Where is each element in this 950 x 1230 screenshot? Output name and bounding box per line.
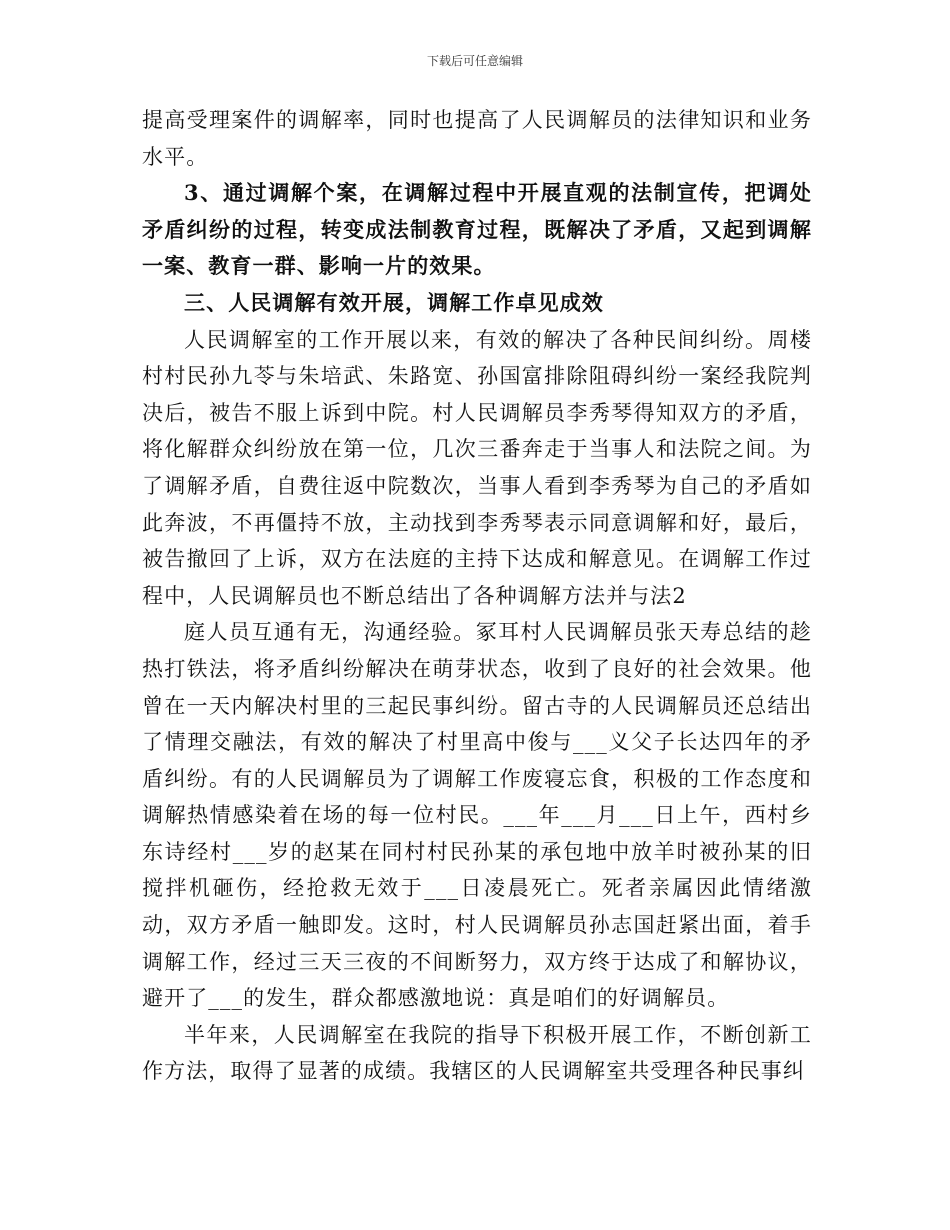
header-note: 下载后可任意编辑	[426, 54, 523, 68]
paragraph-body: 半年来，人民调解室在我院的指导下积极开展工作，不断创新工作方法，取得了显著的成绩。我辖区的人民调解室共受理各种民事纠	[142, 1022, 812, 1084]
paragraph-body: 人民调解室的工作开展以来，有效的解决了各种民间纠纷。周楼村村民孙九苓与朱培武、朱路宽、孙国富排除阻碍纠纷一案经我院判决后，被告不服上诉到中院。村人民调解员李秀琴得知双方的矛盾，将化解群众纠纷放在第一位，几次三番奔走于当事人和法院之间。为了调解矛盾，自费往返中院数次，当事人看到李秀琴为自己的矛盾如此奔波，不再僵持不放，主动找到李秀琴表示同意调解和好，最后，被告撤回了上诉，双方在法庭的主持下达成和解意见。在调解工作过程中，人民调解员也不断总结出了各种调解方法并与法2	[142, 327, 812, 608]
document-body	[142, 102, 812, 1090]
paragraph-continuation: 提高受理案件的调解率，同时也提高了人民调解员的法律知识和业务水平。	[142, 108, 812, 169]
section-heading: 三、人民调解有效开展，调解工作卓见成效	[184, 289, 604, 315]
paragraph-body: 庭人员互通有无，沟通经验。冢耳村人民调解员张天寿总结的趁热打铁法，将矛盾纠纷解决在萌芽状态，收到了良好的社会效果。他曾在一天内解决村里的三起民事纠纷。留古寺的人民调解员还总结出了情理交融法，有效的解决了村里高中俊与___义父子长达四年的矛盾纠纷。有的人民调解员为了调解工作废寝忘食，积极的工作态度和调解热情感染着在场的每一位村民。___年___月___日上午，西村乡东诗经村___岁的赵某在同村村民孙某的承包地中放羊时被孙某的旧搅拌机砸伤，经抢救无效于___日凌晨死亡。死者亲属因此情绪激动，双方矛盾一触即发。这时，村人民调解员孙志国赶紧出面，着手调解工作，经过三天三夜的不间断努力，双方终于达成了和解协议，避开了___的发生，群众都感激地说：真是咱们的好调解员。	[142, 620, 812, 1011]
paragraph-point-3: 3、通过调解个案，在调解过程中开展直观的法制宣传，把调处矛盾纠纷的过程，转变成法制教育过程，既解决了矛盾，又起到调解一案、教育一群、影响一片的效果。	[142, 180, 812, 279]
